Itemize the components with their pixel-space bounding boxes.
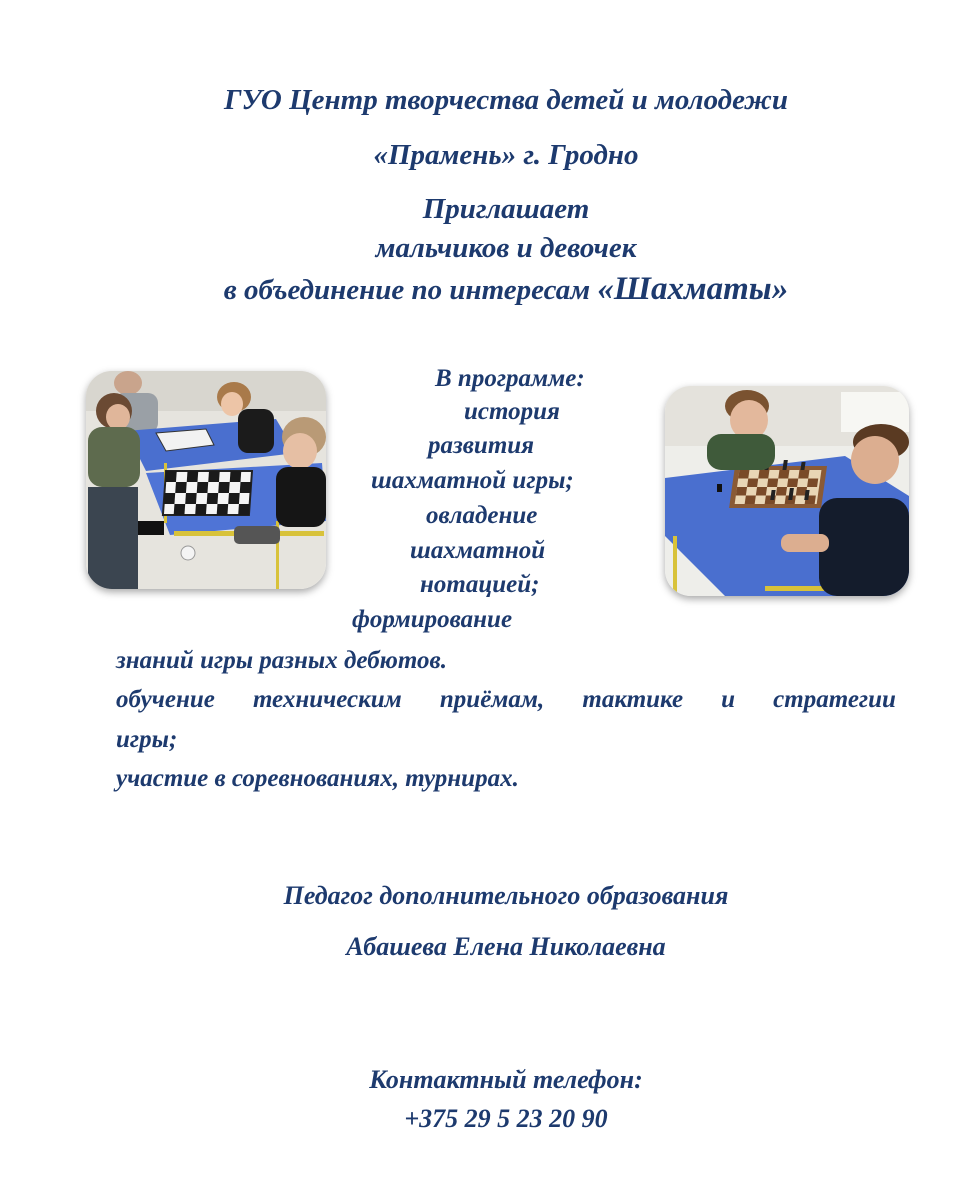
program-line: шахматной игры; [371, 467, 574, 494]
program-line: формирование [352, 606, 513, 633]
association-line [0, 273, 956, 306]
org-name-line2: «Прамень» г. Гродно [373, 139, 639, 171]
program-line-continued: игры; [116, 726, 178, 753]
program-title: В программе: [435, 365, 585, 392]
contact-label: Контактный телефон: [369, 1065, 643, 1094]
program-line: история [464, 398, 560, 425]
association-prefix: в объединение по интересам [223, 274, 598, 306]
word: техническим [252, 686, 402, 713]
photo-checkers [86, 371, 326, 589]
program-justified-line [116, 687, 896, 712]
contact-phone: +375 29 5 23 20 90 [404, 1104, 608, 1133]
chess-photo-illustration [665, 386, 909, 596]
program-line: развития [428, 432, 535, 459]
word: стратегии [773, 686, 896, 713]
word: приёмам, [439, 686, 545, 713]
association-name: «Шахматы» [597, 271, 789, 307]
program-line: нотацией; [420, 571, 540, 598]
program-line: овладение [426, 502, 538, 529]
audience-line: мальчиков и девочек [375, 232, 637, 264]
word: обучение [116, 686, 215, 713]
word: тактике [582, 686, 684, 713]
invite-line: Приглашает [422, 193, 590, 225]
org-name-line1: ГУО Центр творчества детей и молодежи [224, 84, 788, 116]
photo-chess [665, 386, 909, 596]
teacher-name: Абашева Елена Николаевна [346, 932, 666, 961]
program-line: шахматной [410, 537, 546, 564]
checkers-photo-illustration [86, 371, 326, 589]
program-line: знаний игры разных дебютов. [116, 647, 447, 674]
teacher-role: Педагог дополнительного образования [283, 881, 729, 910]
word: и [721, 686, 736, 713]
program-line-last: участие в соревнованиях, турнирах. [116, 765, 519, 792]
